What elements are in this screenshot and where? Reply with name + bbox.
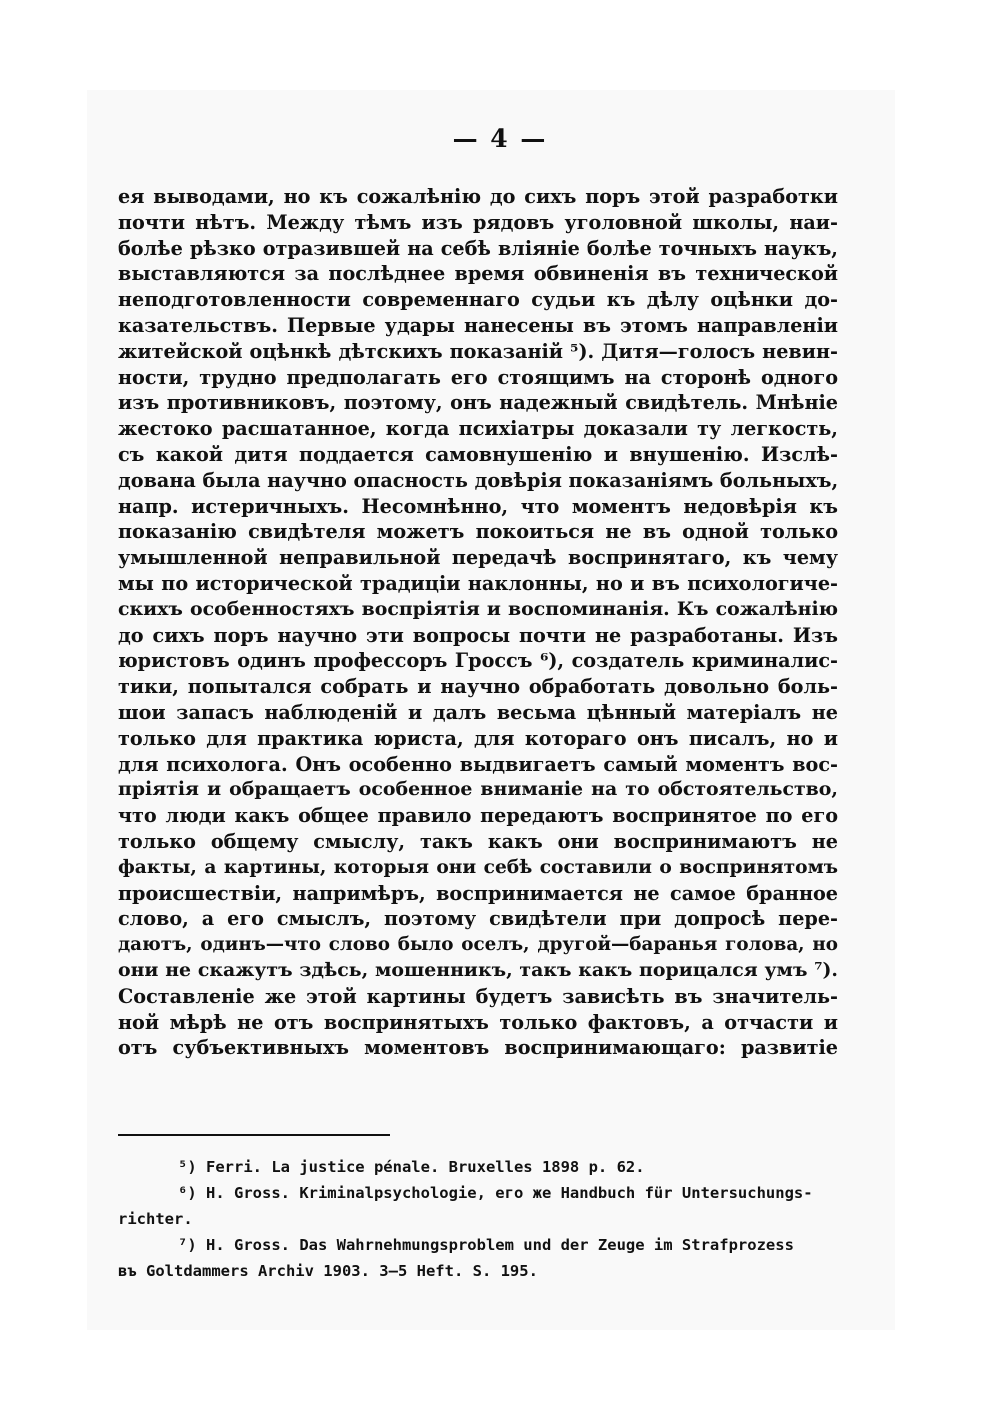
text-line: слово, а его смыслъ, поэтому свидѣтели при допросѣ пере- xyxy=(118,907,838,931)
text-line: только для практика юриста, для котораго онъ писалъ, но и xyxy=(118,726,838,750)
text-line: умышленной неправильной передачѣ воспринятаго, къ чему xyxy=(118,546,838,570)
text-line: ности, трудно предполагать его стоящимъ на сторонѣ одного xyxy=(118,365,838,389)
text-line: тики, попытался собрать и научно обработать довольно боль- xyxy=(118,675,838,699)
text-line: юристовъ одинъ профессоръ Гроссъ ⁶), создатель криминалис- xyxy=(118,649,838,673)
text-line: мы по исторической традиціи наклонны, но и въ психологиче- xyxy=(118,571,838,595)
text-line: изъ противниковъ, поэтому, онъ надежный свидѣтель. Мнѣніе xyxy=(118,391,838,415)
text-line: что люди какъ общее правило передаютъ воспринятое по его xyxy=(118,804,838,828)
text-line: отъ субъективныхъ моментовъ воспринимающаго: развитіе xyxy=(118,1036,838,1060)
text-line: болѣе рѣзко отразившей на себѣ вліяніе болѣе точныхъ наукъ, xyxy=(118,236,838,260)
text-line: шои запасъ наблюденій и далъ весьма цѣнный матеріалъ не xyxy=(118,700,838,724)
text-line: скихъ особенностяхъ воспріятія и воспоминанія. Къ сожалѣнію xyxy=(118,597,838,620)
footnote-5: ⁵) Ferri. La justice pénale. Bruxelles 1898 p. 62. xyxy=(178,1158,645,1176)
text-line: казательствъ. Первые удары нанесены въ этомъ направленіи xyxy=(118,313,838,337)
footnotes xyxy=(118,1154,838,1284)
footnote-6-continued: richter. xyxy=(118,1210,193,1228)
text-line: только общему смыслу, такъ какъ они воспринимаютъ не xyxy=(118,829,838,853)
text-line: жестоко расшатанное, когда психіатры доказали ту легкость, xyxy=(118,417,838,441)
text-line: ной мѣрѣ не отъ воспринятыхъ только фактовъ, а отчасти и xyxy=(118,1010,838,1034)
text-line: почти нѣтъ. Между тѣмъ изъ рядовъ уголовной школы, наи- xyxy=(118,210,838,234)
text-line: для психолога. Онъ особенно выдвигаетъ самый моментъ вос- xyxy=(118,752,838,776)
footnote-6: ⁶) H. Gross. Kriminalpsychologie, его же Handbuch für Untersuchungs- xyxy=(178,1184,813,1202)
footnote-7: ⁷) H. Gross. Das Wahrnehmungsproblem und der Zeuge im Strafprozess xyxy=(178,1236,794,1254)
text-line: до сихъ поръ научно эти вопросы почти не разработаны. Изъ xyxy=(118,623,838,647)
footnote-7-continued: въ Goltdammers Archiv 1903. 3—5 Heft. S. 195. xyxy=(118,1262,538,1280)
text-line: они не скажутъ здѣсь, мошенникъ, такъ какъ порицался умъ ⁷). xyxy=(118,958,838,981)
text-line: даютъ, одинъ—что слово было оселъ, другой—баранья голова, но xyxy=(118,934,838,956)
text-line: неподготовленности современнаго судьи къ дѣлу оцѣнки до- xyxy=(118,288,838,312)
text-line: напр. истеричныхъ. Несомнѣнно, что моментъ недовѣрія къ xyxy=(118,494,838,518)
text-line: выставляются за послѣднее время обвиненія въ технической xyxy=(118,262,838,286)
page-number: — 4 — xyxy=(452,124,548,153)
body-text xyxy=(118,184,838,1061)
text-line: ея выводами, но къ сожалѣнію до сихъ поръ этой разработки xyxy=(118,185,838,208)
text-line: пріятія и обращаетъ особенное вниманіе на то обстоятельство, xyxy=(118,778,838,801)
text-line: съ какой дитя поддается самовнушенію и внушенію. Изслѣ- xyxy=(118,442,838,466)
text-line: показанію свидѣтеля можетъ покоиться не въ одной только xyxy=(118,520,838,544)
text-line: Составленіе же этой картины будетъ зависѣть въ значитель- xyxy=(118,984,838,1008)
text-line: происшествіи, напримѣръ, воспринимается не самое бранное xyxy=(118,881,838,905)
text-line: дована была научно опасность довѣрія показаніямъ больныхъ, xyxy=(118,468,839,492)
text-line: житейской оцѣнкѣ дѣтскихъ показаній ⁵). Дитя—голосъ невин- xyxy=(118,339,838,363)
text-line: факты, а картины, которыя они себѣ составили о воспринятомъ xyxy=(118,856,838,878)
footnote-separator xyxy=(118,1134,390,1136)
